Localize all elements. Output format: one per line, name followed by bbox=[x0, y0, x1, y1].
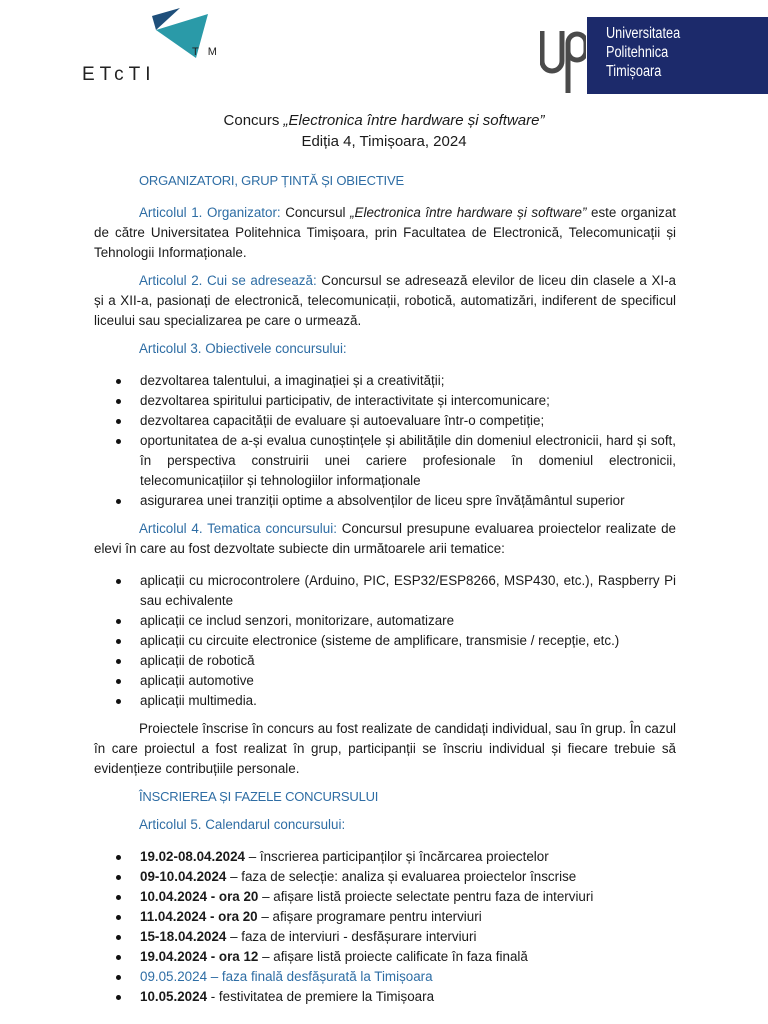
calendar-list bbox=[94, 847, 676, 1007]
calendar-item bbox=[140, 867, 676, 887]
calendar-text: – înscrierea participanților și încărcarea proiectelor bbox=[245, 849, 549, 864]
calendar-text: – afișare listă proiecte selectate pentru faza de interviuri bbox=[258, 889, 594, 904]
article-2-label: Articolul 2. Cui se adresează: bbox=[139, 273, 317, 288]
calendar-date: 09-10.04.2024 bbox=[140, 869, 227, 884]
calendar-item bbox=[140, 927, 676, 947]
calendar-date: 09.05.2024 bbox=[140, 969, 208, 984]
list-item: dezvoltarea capacității de evaluare și autoevaluare într-o competiție; bbox=[140, 411, 676, 431]
document-title bbox=[0, 110, 768, 152]
article-1-contest-name: „Electronica între hardware și software” bbox=[350, 205, 587, 220]
article-4 bbox=[94, 519, 676, 559]
list-item: dezvoltarea talentului, a imaginației și a creativității; bbox=[140, 371, 676, 391]
calendar-date: 19.02-08.04.2024 bbox=[140, 849, 245, 864]
article-5 bbox=[94, 815, 676, 835]
list-item: aplicații ce includ senzori, monitorizare, automatizare bbox=[140, 611, 676, 631]
calendar-item bbox=[140, 907, 676, 927]
etcti-logo-text: ETcTI bbox=[82, 64, 156, 85]
list-item: aplicații multimedia. bbox=[140, 691, 676, 711]
upt-line-1: Universitatea bbox=[606, 25, 681, 42]
calendar-date: 19.04.2024 - ora 12 bbox=[140, 949, 259, 964]
list-item: aplicații de robotică bbox=[140, 651, 676, 671]
list-item: oportunitatea de a-și evalua cunoștințele și abilitățile din domeniul electronicii, hard și soft, în perspectiva construirii unei cariere profesionale în domeniul electronicii, telecomunicațiilor și tehnologiilor informaționale bbox=[140, 431, 676, 491]
calendar-item bbox=[140, 947, 676, 967]
article-1-pre: Concursul bbox=[280, 205, 351, 220]
calendar-item bbox=[140, 887, 676, 907]
list-item: aplicații cu microcontrolere (Arduino, PIC, ESP32/ESP8266, MSP430, etc.), Raspberry Pi sau echivalente bbox=[140, 571, 676, 611]
calendar-date: 10.05.2024 bbox=[140, 989, 208, 1004]
etcti-tm-mark: TM bbox=[192, 46, 226, 58]
article-4-label: Articolul 4. Tematica concursului: bbox=[139, 521, 337, 536]
calendar-text: – faza finală desfășurată la Timișoara bbox=[207, 969, 433, 984]
article-5-label: Articolul 5. Calendarul concursului: bbox=[139, 817, 346, 832]
etcti-logo bbox=[82, 8, 232, 88]
article-3 bbox=[94, 339, 676, 359]
list-item: asigurarea unei tranziții optime a absolvenților de liceu spre învățământul superior bbox=[140, 491, 676, 511]
article-1 bbox=[94, 203, 676, 263]
calendar-date: 15-18.04.2024 bbox=[140, 929, 227, 944]
upt-logo bbox=[540, 17, 768, 94]
document-body bbox=[94, 171, 676, 1007]
calendar-text: – afișare programare pentru interviuri bbox=[257, 909, 482, 924]
calendar-text: - festivitatea de premiere la Timișoara bbox=[207, 989, 435, 1004]
calendar-text: – afișare listă proiecte calificate în faza finală bbox=[258, 949, 528, 964]
article-1-text: este organizat de către Universitatea Politehnica Timișoara, prin Facultatea de Electronică, Telecomunicații și Tehnologii Informaționale. bbox=[94, 205, 677, 260]
article-2 bbox=[94, 271, 676, 331]
article-2-text: Concursul se adresează elevilor de liceu din clasele a XI-a și a XII-a, pasionați de electronică, telecomunicații, robotică, automatizări, indiferent de specificul liceului sau specializarea pe care o urmează. bbox=[94, 273, 676, 328]
calendar-item-final bbox=[140, 967, 676, 987]
upt-line-2: Politehnica bbox=[606, 44, 669, 61]
section-heading-organizers: ORGANIZATORI, GRUP ȚINTĂ ȘI OBIECTIVE bbox=[139, 173, 404, 188]
title-prefix: Concurs bbox=[223, 112, 284, 129]
objectives-list bbox=[94, 371, 676, 511]
calendar-date: 11.04.2024 - ora 20 bbox=[140, 909, 258, 924]
upt-monogram-icon bbox=[540, 27, 586, 93]
title-line-2: Ediția 4, Timișoara, 2024 bbox=[301, 133, 467, 150]
list-item: aplicații automotive bbox=[140, 671, 676, 691]
upt-line-3: Timișoara bbox=[606, 63, 662, 80]
article-3-label: Articolul 3. Obiectivele concursului: bbox=[139, 341, 347, 356]
list-item: dezvoltarea spiritului participativ, de interactivitate și intercomunicare; bbox=[140, 391, 676, 411]
article-4-text: Concursul presupune evaluarea proiectelor realizate de elevi în care au fost dezvoltate subiecte din următoarele arii tematice: bbox=[94, 521, 676, 556]
calendar-item bbox=[140, 987, 676, 1007]
upt-name-box bbox=[587, 17, 768, 94]
list-item: aplicații cu circuite electronice (sisteme de amplificare, transmisie / recepție, etc.) bbox=[140, 631, 676, 651]
title-line-1 bbox=[0, 110, 768, 131]
section-heading-registration: ÎNSCRIEREA ȘI FAZELE CONCURSULUI bbox=[139, 789, 379, 804]
themes-list bbox=[94, 571, 676, 711]
projects-paragraph: Proiectele înscrise în concurs au fost realizate de candidați individual, sau în grup. În cazul în care proiectul a fost realizat în grup, participanții se înscriu individual și fiecare trebuie să evidențieze contribuțiile personale. bbox=[94, 721, 676, 776]
article-1-label: Articolul 1. Organizator: bbox=[139, 205, 281, 220]
calendar-item bbox=[140, 847, 676, 867]
calendar-date: 10.04.2024 - ora 20 bbox=[140, 889, 259, 904]
title-contest-name: „Electronica între hardware și software” bbox=[283, 112, 545, 129]
calendar-text: – faza de selecție: analiza și evaluarea proiectelor înscrise bbox=[226, 869, 577, 884]
calendar-text: – faza de interviuri - desfășurare interviuri bbox=[226, 929, 477, 944]
